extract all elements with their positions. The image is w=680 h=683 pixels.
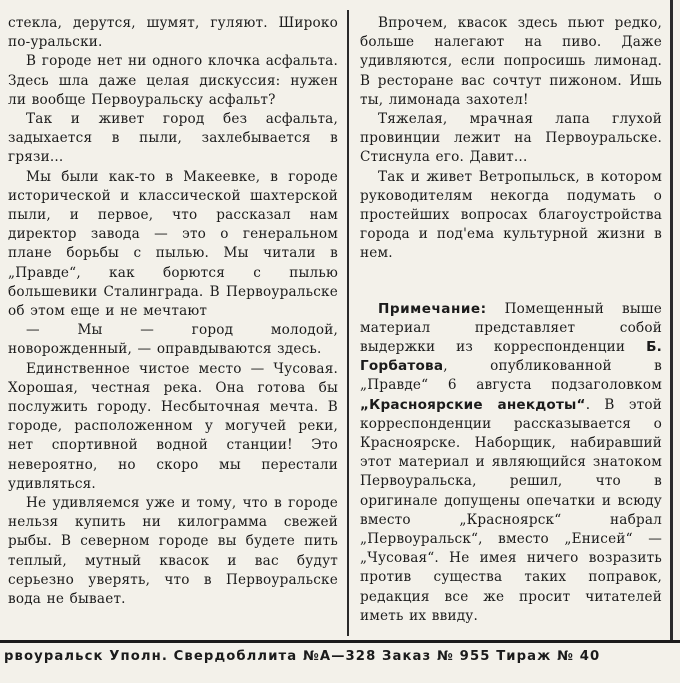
note-text: . В этой корреспонденции рассказывается о Красноярске. Наборщик, набиравший этот материал и являющийся знатоком Первоуральска, решил, что в оригинале допущены опечатки и всюду вместо „Красноярск“ набрал „Первоуральск“, вместо „Енисей“ — „Чусовая“. Не имея ничего возразить против существа таких поправок, редакция все же просит читателей иметь их ввиду. [360,396,662,624]
column-divider [347,10,349,636]
note-label: Примечание: [378,300,487,317]
paragraph: Не удивляемся уже и тому, что в городе нельзя купить ни килограмма свежей рыбы. В северном городе вы будете пить теплый, мутный квасок и вас будут серьезно уверять, что в Первоуральске вода не бывает. [8,495,338,608]
editorial-note [360,300,662,626]
paragraph: Впрочем, квасок здесь пьют редко, больше налегают на пиво. Даже удивляются, если попросишь лимонад. В ресторане вас сочтут пижоном. Ишь ты, лимонада захотел! [360,15,662,108]
imprint-text: рвоуральск Уполн. Свердобллита №А—328 Заказ № 955 Тираж № 40 [4,649,601,664]
paragraph: В городе нет ни одного клочка асфальта. Здесь шла даже целая дискуссия: нужен ли вообще Первоуральску асфальт? [8,53,338,108]
imprint-footer [0,640,680,683]
paragraph: — Мы — город молодой, новорожденный, — оправдываются здесь. [8,322,338,358]
paragraph: Тяжелая, мрачная лапа глухой провинции лежит на Первоуральске. Стиснула его. Давит... [360,111,662,166]
note-text: , опубликованной в „Правде“ 6 августа подзаголовком [360,358,662,394]
note-heading: „Красноярские анекдоты“ [360,396,586,413]
note-author: Б. Горбатова [360,339,662,375]
paragraph: Мы были как-то в Макеевке, в городе исторической и классической шахтерской пыли, и первое, что рассказал нам директор завода — это о генеральном плане борьбы с пылью. Мы читали в „Правде“, как борются с пылью большевики Сталинграда. В Первоуральске об этом еще и не мечтают [8,168,338,320]
page-edge-rule [670,0,673,640]
paragraph: Единственное чистое место — Чусовая. Хорошая, честная река. Она готова бы послужить городу. Несбыточная мечта. В городе, расположенном у могучей реки, нет спортивной водной станции! Это невероятно, но скоро мы перестали удивляться. [8,360,338,492]
paragraph: Так и живет Ветропыльск, в котором руководителям некогда подумать о простейших вопросах благоустройства города и под'ема культурной жизни в нем. [360,168,662,262]
left-column [8,14,338,609]
right-column [360,14,662,626]
note-text: Помещенный выше материал представляет собой выдержки из корреспонденции [360,300,662,356]
paragraph: Так и живет город без асфальта, задыхается в пыли, захлебывается в грязи... [8,111,338,166]
paragraph: стекла, дерутся, шумят, гуляют. Широко по-уральски. [8,15,338,51]
